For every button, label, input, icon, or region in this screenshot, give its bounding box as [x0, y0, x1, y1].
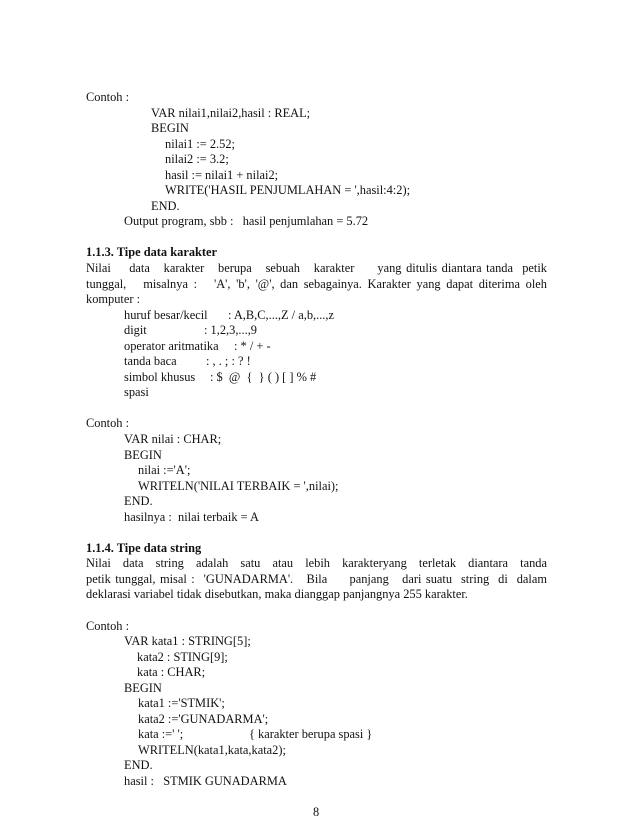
code-line: END. — [124, 494, 153, 509]
paragraph-line: deklarasi variabel tidak disebutkan, maka dianggap panjangnya 255 karakter. — [86, 587, 468, 602]
section-heading: 1.1.4. Tipe data string — [86, 540, 202, 555]
code-line: VAR nilai1,nilai2,hasil : REAL; — [151, 105, 311, 120]
page-number: 8 — [313, 805, 320, 819]
program-output: hasil : STMIK GUNADARMA — [124, 773, 287, 788]
char-type-name: huruf besar/kecil — [124, 307, 208, 322]
char-type-name: digit — [124, 323, 147, 338]
char-type-value: : , . ; : ? ! — [206, 354, 251, 369]
program-output: hasilnya : nilai terbaik = A — [124, 509, 259, 524]
code-line: nilai1 := 2.52; — [165, 136, 235, 151]
paragraph-line: Nilai data string adalah satu atau lebih karakteryang terletak diantara tanda — [86, 556, 547, 571]
code-line: kata2 :='GUNADARMA'; — [138, 711, 269, 726]
code-line: hasil := nilai1 + nilai2; — [165, 167, 279, 182]
code-line: WRITE('HASIL PENJUMLAHAN = ',hasil:4:2); — [165, 183, 411, 198]
code-line: WRITELN('NILAI TERBAIK = ',nilai); — [138, 478, 339, 493]
code-line: END. — [151, 198, 180, 213]
char-type-name: simbol khusus — [124, 369, 196, 384]
paragraph-line: Nilai data karakter berupa sebuah karakter yang ditulis diantara tanda petik — [86, 261, 547, 275]
char-type-name: spasi — [124, 385, 149, 400]
example-label: Contoh : — [86, 618, 130, 633]
char-type-name: operator aritmatika — [124, 338, 219, 353]
code-line: VAR kata1 : STRING[5]; — [124, 634, 251, 648]
code-line: BEGIN — [124, 447, 162, 462]
code-line: nilai :='A'; — [138, 463, 191, 477]
code-line: kata :=' '; — [138, 727, 184, 742]
char-type-value: : * / + - — [234, 338, 271, 353]
code-line: kata1 :='STMIK'; — [138, 696, 225, 711]
program-output: Output program, sbb : hasil penjumlahan = 5.72 — [124, 214, 369, 229]
code-comment: { karakter berupa spasi } — [249, 727, 373, 742]
code-line: kata2 : STING[9]; — [137, 649, 228, 664]
paragraph-line: tunggal, misalnya : 'A', 'b', '@', dan sebagainya. Karakter yang dapat diterima oleh — [86, 276, 547, 291]
char-type-value: : A,B,C,...,Z / a,b,...,z — [228, 307, 335, 322]
code-line: END. — [124, 758, 153, 773]
code-line: kata : CHAR; — [137, 665, 206, 680]
code-line: BEGIN — [124, 680, 162, 695]
code-line: VAR nilai : CHAR; — [124, 432, 222, 446]
paragraph-line: komputer : — [86, 292, 141, 307]
char-type-value: : $ @ { } ( ) [ ] % # — [210, 369, 317, 384]
example-label: Contoh : — [86, 90, 130, 104]
paragraph-line: petik tunggal, misal : 'GUNADARMA'. Bila panjang dari suatu string di dalam — [86, 571, 547, 586]
char-type-name: tanda baca — [124, 354, 177, 369]
code-line: nilai2 := 3.2; — [165, 152, 229, 167]
char-type-value: : 1,2,3,...,9 — [204, 323, 258, 338]
example-label: Contoh : — [86, 416, 130, 431]
code-line: WRITELN(kata1,kata,kata2); — [138, 742, 286, 757]
code-line: BEGIN — [151, 121, 189, 136]
section-heading: 1.1.3. Tipe data karakter — [86, 245, 218, 260]
